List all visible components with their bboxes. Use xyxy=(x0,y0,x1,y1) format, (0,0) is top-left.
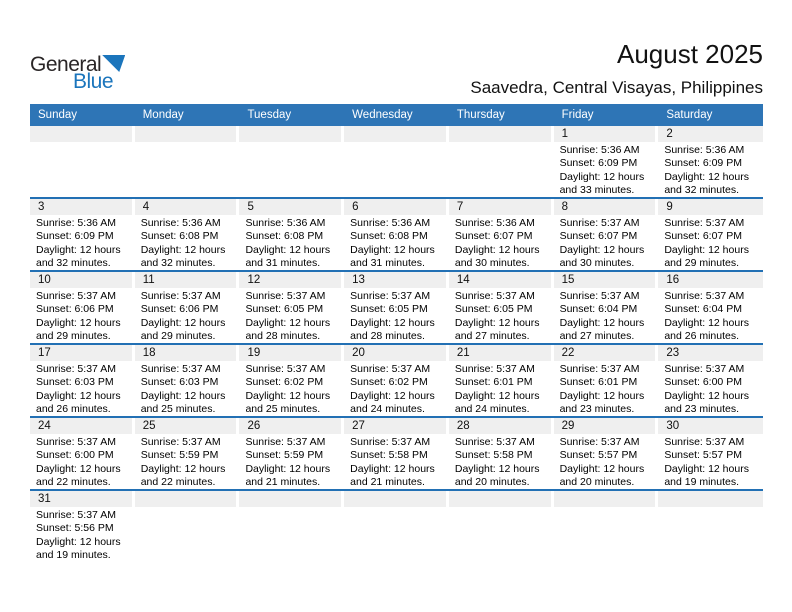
day-cell xyxy=(135,199,240,270)
day-info-line: Sunrise: 5:37 AM xyxy=(245,363,326,375)
day-number-band xyxy=(554,199,656,215)
day-info xyxy=(344,215,449,270)
day-number-band xyxy=(449,418,551,434)
day-info-line: and 20 minutes. xyxy=(454,476,530,489)
weekday-label-tuesday: Tuesday xyxy=(247,109,292,121)
day-info-line: and 32 minutes. xyxy=(36,257,111,270)
day-info-line: and 29 minutes. xyxy=(36,330,111,343)
day-number-band xyxy=(30,126,132,142)
week-row xyxy=(30,345,763,418)
day-info-line: Sunset: 6:03 PM xyxy=(36,376,114,389)
day-info-line: Daylight: 12 hours xyxy=(245,243,331,256)
day-number-band xyxy=(449,491,551,507)
day-info-line: Sunset: 6:02 PM xyxy=(350,376,428,389)
day-info-line: Daylight: 12 hours xyxy=(559,462,645,475)
day-number: 19 xyxy=(247,347,261,359)
day-cell xyxy=(30,418,135,489)
day-info xyxy=(30,434,135,489)
day-number-band xyxy=(30,345,132,361)
day-info-line: Daylight: 12 hours xyxy=(140,462,226,475)
day-info-line: Sunrise: 5:37 AM xyxy=(245,290,326,302)
calendar xyxy=(30,104,763,564)
day-info-line: Sunset: 6:02 PM xyxy=(245,376,324,389)
day-info-line: Daylight: 12 hours xyxy=(36,316,121,329)
day-info-line: Sunset: 6:09 PM xyxy=(559,157,638,170)
day-info xyxy=(135,361,240,416)
day-number: 26 xyxy=(247,420,261,432)
day-info-line: Daylight: 12 hours xyxy=(664,316,749,329)
day-number-band xyxy=(30,272,132,288)
day-info-line: Daylight: 12 hours xyxy=(36,462,121,475)
day-info-line: Sunset: 5:59 PM xyxy=(140,449,219,462)
day-info-line: and 21 minutes. xyxy=(350,476,425,489)
day-number: 18 xyxy=(142,347,156,359)
day-info-line: Sunrise: 5:36 AM xyxy=(454,217,535,229)
day-number-band xyxy=(554,491,656,507)
day-number-band xyxy=(344,126,446,142)
day-info-line: and 28 minutes. xyxy=(245,330,321,343)
day-number-band xyxy=(135,272,237,288)
day-info-line: Sunrise: 5:37 AM xyxy=(664,363,745,375)
day-cell xyxy=(30,345,135,416)
empty-day-cell xyxy=(135,491,240,564)
day-number-band xyxy=(658,491,763,507)
day-info xyxy=(344,434,449,489)
day-info-line: Daylight: 12 hours xyxy=(664,170,749,183)
day-info xyxy=(344,361,449,416)
day-info xyxy=(554,361,659,416)
day-number: 22 xyxy=(561,347,575,359)
day-cell xyxy=(449,418,554,489)
day-info-line: Sunrise: 5:37 AM xyxy=(350,436,431,448)
day-info xyxy=(658,288,763,343)
day-info-line: Sunrise: 5:37 AM xyxy=(140,290,221,302)
day-info xyxy=(239,434,344,489)
day-info xyxy=(658,215,763,270)
day-cell xyxy=(30,199,135,270)
day-info-line: and 30 minutes. xyxy=(454,257,530,270)
day-info-line: Sunset: 6:09 PM xyxy=(664,157,742,170)
day-info xyxy=(449,361,554,416)
day-number: 15 xyxy=(561,274,575,286)
day-info-line: and 33 minutes. xyxy=(559,184,635,197)
empty-day-cell xyxy=(30,126,135,197)
day-info-line: and 26 minutes. xyxy=(664,330,740,343)
day-info-line: Sunrise: 5:37 AM xyxy=(36,436,116,448)
day-number-band xyxy=(239,126,341,142)
logo-text-blue: Blue xyxy=(73,70,114,93)
day-info-line: Sunset: 6:07 PM xyxy=(454,230,533,243)
day-cell xyxy=(554,126,659,197)
day-number-band xyxy=(30,491,132,507)
empty-day-cell xyxy=(554,491,659,564)
day-cell xyxy=(554,199,659,270)
day-cell xyxy=(554,418,659,489)
day-info xyxy=(135,215,240,270)
week-row xyxy=(30,126,763,199)
day-info-line: and 23 minutes. xyxy=(664,403,740,416)
weekday-label-wednesday: Wednesday xyxy=(352,109,413,121)
day-info-line: and 19 minutes. xyxy=(36,549,111,562)
day-info-line: and 31 minutes. xyxy=(245,257,321,270)
day-info-line: Sunrise: 5:37 AM xyxy=(36,290,116,302)
day-info-line: Sunrise: 5:37 AM xyxy=(664,290,745,302)
day-info-line: Sunrise: 5:37 AM xyxy=(140,436,221,448)
day-info xyxy=(30,215,135,270)
day-number: 30 xyxy=(666,420,680,432)
day-info-line: and 21 minutes. xyxy=(245,476,321,489)
day-number: 20 xyxy=(352,347,365,359)
day-info xyxy=(239,361,344,416)
day-info-line: Sunrise: 5:37 AM xyxy=(350,363,431,375)
empty-day-cell xyxy=(344,126,449,197)
day-info-line: Daylight: 12 hours xyxy=(245,316,331,329)
day-cell xyxy=(449,272,554,343)
day-info-line: and 22 minutes. xyxy=(140,476,216,489)
day-number-band xyxy=(554,126,656,142)
day-info-line: and 28 minutes. xyxy=(350,330,425,343)
day-info xyxy=(30,361,135,416)
day-number-band xyxy=(344,199,446,215)
day-number-band xyxy=(135,491,237,507)
day-info xyxy=(239,215,344,270)
day-info-line: and 30 minutes. xyxy=(559,257,635,270)
day-info-line: Daylight: 12 hours xyxy=(36,243,121,256)
day-number-band xyxy=(135,126,237,142)
day-cell xyxy=(554,272,659,343)
day-cell xyxy=(135,345,240,416)
day-number-band xyxy=(658,199,763,215)
day-info-line: and 20 minutes. xyxy=(559,476,635,489)
day-info-line: Daylight: 12 hours xyxy=(350,243,435,256)
page-subtitle: Saavedra, Central Visayas, Philippines xyxy=(470,78,763,97)
day-cell xyxy=(344,199,449,270)
day-number-band xyxy=(239,345,341,361)
day-number-band xyxy=(344,272,446,288)
day-cell xyxy=(30,272,135,343)
empty-day-cell xyxy=(449,491,554,564)
day-number: 29 xyxy=(561,420,575,432)
day-number-band xyxy=(239,199,341,215)
day-info-line: Daylight: 12 hours xyxy=(350,462,435,475)
day-cell xyxy=(239,345,344,416)
day-number: 10 xyxy=(38,274,51,286)
day-info-line: Daylight: 12 hours xyxy=(559,316,645,329)
day-info-line: Sunset: 6:04 PM xyxy=(559,303,638,316)
day-number: 8 xyxy=(561,201,568,213)
day-number-band xyxy=(554,345,656,361)
day-info-line: Sunset: 6:05 PM xyxy=(454,303,533,316)
day-info-line: Daylight: 12 hours xyxy=(559,389,645,402)
day-info-line: Sunset: 5:57 PM xyxy=(559,449,638,462)
day-number-band xyxy=(554,418,656,434)
day-info-line: Sunset: 6:00 PM xyxy=(36,449,114,462)
day-number-band xyxy=(135,418,237,434)
day-number-band xyxy=(239,418,341,434)
day-info-line: Sunrise: 5:37 AM xyxy=(454,363,535,375)
day-info xyxy=(30,507,135,563)
day-info-line: Sunset: 6:08 PM xyxy=(140,230,219,243)
day-cell xyxy=(658,199,763,270)
day-info-line: Daylight: 12 hours xyxy=(245,389,331,402)
day-number-band xyxy=(344,418,446,434)
day-info-line: and 25 minutes. xyxy=(245,403,321,416)
day-info xyxy=(554,142,659,197)
day-info-line: Sunrise: 5:37 AM xyxy=(454,290,535,302)
day-number-band xyxy=(239,272,341,288)
day-info xyxy=(30,288,135,343)
day-info xyxy=(449,215,554,270)
day-info-line: Sunset: 6:05 PM xyxy=(350,303,428,316)
general-blue-logo xyxy=(30,54,125,92)
day-info-line: Sunrise: 5:36 AM xyxy=(664,144,745,156)
day-info-line: and 31 minutes. xyxy=(350,257,425,270)
day-info-line: Daylight: 12 hours xyxy=(664,462,749,475)
day-info xyxy=(658,142,763,197)
day-number: 16 xyxy=(666,274,680,286)
day-cell xyxy=(658,272,763,343)
day-info-line: Sunset: 6:08 PM xyxy=(245,230,324,243)
day-info-line: and 24 minutes. xyxy=(454,403,530,416)
day-info-line: and 27 minutes. xyxy=(559,330,635,343)
day-info xyxy=(239,288,344,343)
day-info-line: Sunset: 6:07 PM xyxy=(664,230,742,243)
day-info-line: and 23 minutes. xyxy=(559,403,635,416)
empty-day-cell xyxy=(239,491,344,564)
day-cell xyxy=(135,418,240,489)
day-info-line: and 22 minutes. xyxy=(36,476,111,489)
day-number-band xyxy=(135,345,237,361)
day-info-line: Daylight: 12 hours xyxy=(454,462,540,475)
day-info-line: and 27 minutes. xyxy=(454,330,530,343)
day-number: 6 xyxy=(352,201,359,213)
day-info-line: Sunrise: 5:37 AM xyxy=(140,363,221,375)
week-row xyxy=(30,199,763,272)
day-info xyxy=(658,434,763,489)
day-info-line: Sunrise: 5:37 AM xyxy=(664,217,745,229)
day-number-band xyxy=(239,491,341,507)
day-info-line: Daylight: 12 hours xyxy=(36,389,121,402)
day-info xyxy=(449,434,554,489)
day-cell xyxy=(239,418,344,489)
day-info xyxy=(344,288,449,343)
day-info xyxy=(554,434,659,489)
day-number-band xyxy=(449,199,551,215)
day-cell xyxy=(658,345,763,416)
day-info-line: Sunrise: 5:37 AM xyxy=(559,290,640,302)
empty-day-cell xyxy=(135,126,240,197)
empty-day-cell xyxy=(344,491,449,564)
day-info-line: Sunrise: 5:36 AM xyxy=(36,217,116,229)
day-cell xyxy=(239,199,344,270)
day-info-line: Sunset: 5:58 PM xyxy=(454,449,533,462)
week-row xyxy=(30,418,763,491)
day-info-line: Daylight: 12 hours xyxy=(454,243,540,256)
weekday-label-friday: Friday xyxy=(561,109,594,121)
day-info-line: Sunrise: 5:37 AM xyxy=(245,436,326,448)
day-number: 4 xyxy=(142,201,150,213)
day-info-line: Daylight: 12 hours xyxy=(140,243,226,256)
day-number: 21 xyxy=(456,347,470,359)
day-number: 5 xyxy=(247,201,254,213)
day-cell xyxy=(658,126,763,197)
day-info-line: and 19 minutes. xyxy=(664,476,740,489)
day-number: 23 xyxy=(666,347,680,359)
day-info-line: and 25 minutes. xyxy=(140,403,216,416)
day-info-line: Sunset: 5:57 PM xyxy=(664,449,742,462)
day-info-line: Sunset: 6:00 PM xyxy=(664,376,742,389)
day-info-line: Sunrise: 5:37 AM xyxy=(664,436,745,448)
day-info-line: Sunset: 6:06 PM xyxy=(36,303,114,316)
day-number-band xyxy=(135,199,237,215)
day-number: 24 xyxy=(38,420,51,432)
day-info-line: and 32 minutes. xyxy=(664,184,740,197)
week-row xyxy=(30,491,763,564)
day-info-line: Sunrise: 5:37 AM xyxy=(454,436,535,448)
day-number: 7 xyxy=(456,201,464,213)
day-number-band xyxy=(449,345,551,361)
day-info-line: Sunrise: 5:37 AM xyxy=(559,363,640,375)
day-info xyxy=(135,288,240,343)
day-cell xyxy=(239,272,344,343)
empty-day-cell xyxy=(658,491,763,564)
day-number-band xyxy=(449,272,551,288)
day-number-band xyxy=(344,491,446,507)
day-info-line: Sunset: 6:01 PM xyxy=(559,376,638,389)
day-info xyxy=(135,434,240,489)
day-number-band xyxy=(449,126,551,142)
week-row xyxy=(30,272,763,345)
day-info-line: Sunset: 6:08 PM xyxy=(350,230,428,243)
day-info-line: Daylight: 12 hours xyxy=(454,389,540,402)
weekday-header xyxy=(30,104,763,126)
day-cell xyxy=(344,418,449,489)
empty-day-cell xyxy=(449,126,554,197)
day-info-line: Sunrise: 5:37 AM xyxy=(350,290,431,302)
day-info xyxy=(554,288,659,343)
day-number: 3 xyxy=(38,201,45,213)
day-info-line: Daylight: 12 hours xyxy=(140,316,226,329)
day-info-line: Daylight: 12 hours xyxy=(245,462,331,475)
day-info-line: Sunrise: 5:37 AM xyxy=(559,217,640,229)
day-number-band xyxy=(658,272,763,288)
day-number: 17 xyxy=(38,347,51,359)
day-info-line: Sunset: 6:09 PM xyxy=(36,230,114,243)
day-info-line: Daylight: 12 hours xyxy=(140,389,226,402)
day-info-line: Sunset: 6:05 PM xyxy=(245,303,324,316)
day-number-band xyxy=(658,418,763,434)
day-cell xyxy=(658,418,763,489)
day-number-band xyxy=(554,272,656,288)
day-info-line: Daylight: 12 hours xyxy=(350,389,435,402)
page-title: August 2025 xyxy=(616,39,763,69)
weekday-label-thursday: Thursday xyxy=(456,109,505,121)
day-info-line: Daylight: 12 hours xyxy=(350,316,435,329)
day-number: 13 xyxy=(352,274,365,286)
day-number: 1 xyxy=(561,128,568,140)
day-cell xyxy=(449,345,554,416)
day-info-line: and 26 minutes. xyxy=(36,403,111,416)
day-info-line: Sunset: 6:03 PM xyxy=(140,376,219,389)
day-info-line: Sunrise: 5:37 AM xyxy=(559,436,640,448)
day-info xyxy=(658,361,763,416)
day-info-line: and 32 minutes. xyxy=(140,257,216,270)
day-info-line: Daylight: 12 hours xyxy=(559,243,645,256)
day-number: 25 xyxy=(142,420,156,432)
day-number: 2 xyxy=(666,128,673,140)
day-info-line: Sunset: 5:58 PM xyxy=(350,449,428,462)
day-info-line: Sunset: 6:04 PM xyxy=(664,303,742,316)
day-number: 27 xyxy=(352,420,365,432)
day-info-line: Sunrise: 5:37 AM xyxy=(36,363,116,375)
day-cell xyxy=(449,199,554,270)
day-info-line: Sunset: 6:06 PM xyxy=(140,303,219,316)
day-info-line: Daylight: 12 hours xyxy=(559,170,645,183)
day-info-line: and 29 minutes. xyxy=(664,257,740,270)
day-number: 9 xyxy=(666,201,673,213)
logo-text-general: General xyxy=(30,53,102,76)
day-number: 14 xyxy=(456,274,470,286)
day-number: 12 xyxy=(247,274,261,286)
day-number: 31 xyxy=(38,493,51,505)
day-info-line: Sunset: 6:01 PM xyxy=(454,376,533,389)
day-info-line: Sunset: 6:07 PM xyxy=(559,230,638,243)
day-number-band xyxy=(344,345,446,361)
calendar-weeks xyxy=(30,126,763,564)
day-info-line: Sunrise: 5:36 AM xyxy=(350,217,431,229)
empty-day-cell xyxy=(239,126,344,197)
day-info-line: and 29 minutes. xyxy=(140,330,216,343)
day-info-line: Daylight: 12 hours xyxy=(664,243,749,256)
day-cell xyxy=(344,272,449,343)
day-info-line: and 24 minutes. xyxy=(350,403,425,416)
day-number-band xyxy=(30,418,132,434)
day-cell xyxy=(554,345,659,416)
weekday-label-saturday: Saturday xyxy=(666,109,713,121)
day-info-line: Sunrise: 5:37 AM xyxy=(36,509,116,521)
day-info-line: Sunset: 5:56 PM xyxy=(36,522,114,535)
weekday-label-monday: Monday xyxy=(142,109,184,121)
day-number-band xyxy=(30,199,132,215)
day-info-line: Daylight: 12 hours xyxy=(664,389,749,402)
day-cell xyxy=(135,272,240,343)
day-info xyxy=(554,215,659,270)
weekday-label-sunday: Sunday xyxy=(38,109,78,121)
day-info-line: Sunrise: 5:36 AM xyxy=(140,217,221,229)
day-number-band xyxy=(658,345,763,361)
day-info-line: Sunrise: 5:36 AM xyxy=(559,144,640,156)
day-number: 28 xyxy=(456,420,470,432)
day-number: 11 xyxy=(142,274,155,286)
day-info-line: Daylight: 12 hours xyxy=(36,535,121,548)
day-number-band xyxy=(658,126,763,142)
day-info-line: Sunset: 5:59 PM xyxy=(245,449,324,462)
day-cell xyxy=(30,491,135,564)
day-cell xyxy=(344,345,449,416)
day-info xyxy=(449,288,554,343)
day-info-line: Daylight: 12 hours xyxy=(454,316,540,329)
day-info-line: Sunrise: 5:36 AM xyxy=(245,217,326,229)
